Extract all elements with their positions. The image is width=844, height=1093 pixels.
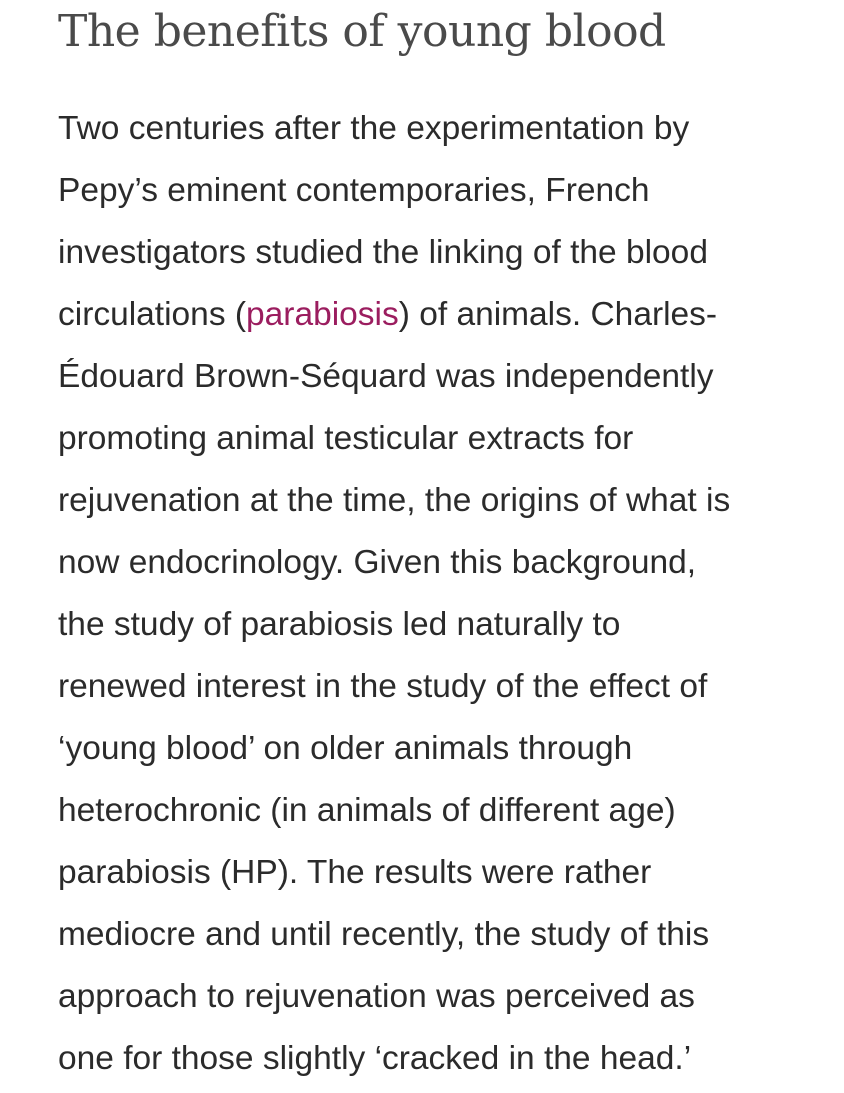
paragraph-line: Pepy’s eminent contemporaries, French <box>58 172 650 209</box>
article-paragraph <box>58 98 838 1090</box>
paragraph-line: mediocre and until recently, the study of this <box>58 916 710 953</box>
paragraph-line: rejuvenation at the time, the origins of what is <box>58 482 731 519</box>
paragraph-line: renewed interest in the study of the effect of <box>58 668 708 705</box>
paragraph-line: investigators studied the linking of the blood <box>58 234 708 271</box>
paragraph-line: ‘young blood’ on older animals through <box>58 730 633 767</box>
paragraph-line: Édouard Brown-Séquard was independently <box>58 358 714 395</box>
paragraph-line: Two centuries after the experimentation by <box>58 110 690 147</box>
parabiosis-link[interactable]: parabiosis <box>246 296 399 333</box>
paragraph-line: one for those slightly ‘cracked in the head.’ <box>58 1040 692 1077</box>
paragraph-line: now endocrinology. Given this background, <box>58 544 697 581</box>
section-heading: The benefits of young blood <box>58 6 666 57</box>
paragraph-line: the study of parabiosis led naturally to <box>58 606 621 643</box>
paragraph-line: parabiosis (HP). The results were rather <box>58 854 652 891</box>
paragraph-line: approach to rejuvenation was perceived as <box>58 978 695 1015</box>
paragraph-line: promoting animal testicular extracts for <box>58 420 634 457</box>
paragraph-line: heterochronic (in animals of different age) <box>58 792 676 829</box>
paragraph-text: circulations ( <box>58 296 247 333</box>
paragraph-text: ) of animals. Charles- <box>398 296 718 333</box>
article <box>58 0 838 1090</box>
paragraph-line-with-link <box>58 284 838 346</box>
